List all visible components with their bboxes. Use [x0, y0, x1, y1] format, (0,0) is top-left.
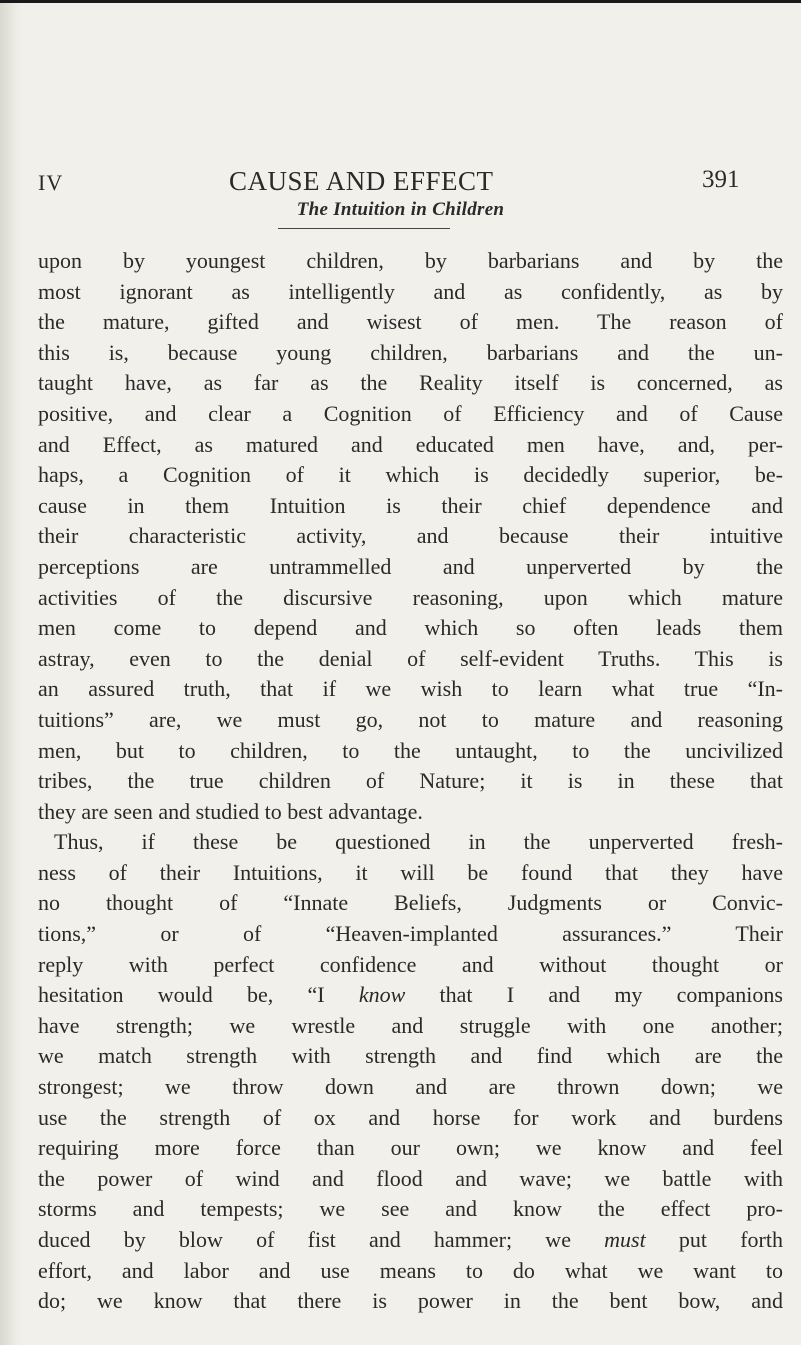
- text-line: tions,” or of “Heaven-implanted assurances.” Their: [38, 921, 783, 947]
- text-line: most ignorant as intelligently and as confidently, as by: [38, 278, 783, 304]
- text-line: requiring more force than our own; we know and feel: [38, 1135, 783, 1161]
- page-number: 391: [702, 166, 740, 193]
- text-line: hesitation would be, “I know that I and my companions: [38, 982, 783, 1008]
- text-line: strongest; we throw down and are thrown down; we: [38, 1074, 783, 1100]
- text-line: astray, even to the denial of self-evident Truths. This is: [38, 645, 783, 671]
- text-line: the power of wind and flood and wave; we battle with: [38, 1165, 783, 1191]
- emphasis: know: [358, 982, 406, 1008]
- text-line: reply with perfect confidence and without thought or: [38, 951, 783, 977]
- text-line: effort, and labor and use means to do what we want to: [38, 1257, 783, 1283]
- text-line: haps, a Cognition of it which is decidedly superior, be-: [38, 462, 783, 488]
- text-line: tribes, the true children of Nature; it is in these that: [38, 768, 783, 794]
- section-heading: The Intuition in Children: [296, 199, 505, 220]
- text-line: they are seen and studied to best advantage.: [38, 798, 423, 824]
- top-rule: [0, 0, 801, 3]
- text-line: positive, and clear a Cognition of Efficiency and of Cause: [38, 400, 783, 426]
- text-line: do; we know that there is power in the bent bow, and: [38, 1288, 783, 1314]
- text-line: perceptions are untrammelled and unperverted by the: [38, 553, 783, 579]
- running-title: CAUSE AND EFFECT: [229, 166, 494, 196]
- text-line: no thought of “Innate Beliefs, Judgments or Convic-: [38, 890, 783, 916]
- text-line: men come to depend and which so often leads them: [38, 615, 783, 641]
- chapter-number: IV: [38, 170, 64, 195]
- text-line: duced by blow of fist and hammer; we must put forth: [38, 1227, 783, 1252]
- section-divider: [278, 228, 450, 229]
- text-line: taught have, as far as the Reality itself is concerned, as: [38, 370, 783, 396]
- text-line: Thus, if these be questioned in the unperverted fresh-: [54, 829, 783, 855]
- text-line: activities of the discursive reasoning, upon which mature: [38, 584, 783, 610]
- body-text: [38, 246, 783, 1317]
- text-line: cause in them Intuition is their chief dependence and: [38, 492, 783, 518]
- text-line: have strength; we wrestle and struggle with one another;: [38, 1012, 783, 1038]
- text-line: their characteristic activity, and because their intuitive: [38, 523, 783, 549]
- text-line: ness of their Intuitions, it will be found that they have: [38, 859, 783, 885]
- text-line: use the strength of ox and horse for work and burdens: [38, 1104, 783, 1130]
- text-line: upon by youngest children, by barbarians and by the: [38, 248, 783, 273]
- emphasis: must: [604, 1227, 646, 1252]
- text-line: men, but to children, to the untaught, to the uncivilized: [38, 737, 783, 763]
- text-line: the mature, gifted and wisest of men. The reason of: [38, 309, 783, 335]
- text-line: this is, because young children, barbarians and the un-: [38, 339, 783, 365]
- text-line: and Effect, as matured and educated men have, and, per-: [38, 431, 783, 457]
- running-head: [0, 166, 801, 200]
- text-line: tuitions” are, we must go, not to mature and reasoning: [38, 706, 783, 732]
- text-line: we match strength with strength and find which are the: [38, 1043, 783, 1069]
- text-line: an assured truth, that if we wish to learn what true “In-: [38, 676, 783, 702]
- text-line: storms and tempests; we see and know the effect pro-: [38, 1196, 783, 1222]
